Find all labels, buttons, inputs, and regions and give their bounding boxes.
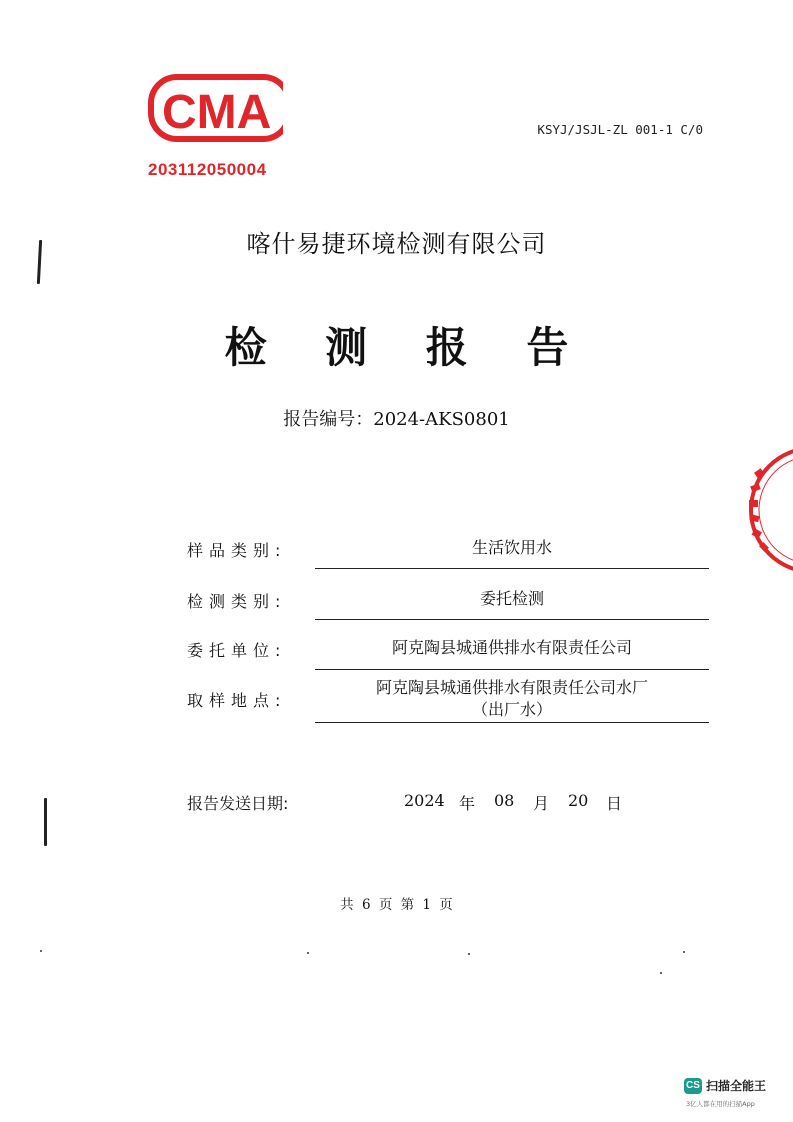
send-date-label: 报告发送日期: bbox=[187, 794, 289, 813]
send-date-year-unit: 年 bbox=[459, 794, 476, 813]
margin-mark bbox=[44, 798, 47, 846]
report-number: 报告编号：2024-AKS0801 bbox=[283, 409, 510, 430]
scan-speck bbox=[40, 950, 42, 952]
company-name: 喀什易捷环境检测有限公司 bbox=[246, 230, 547, 258]
field-underline bbox=[315, 722, 709, 723]
scan-speck bbox=[683, 951, 685, 953]
send-date-month: 08 bbox=[494, 791, 515, 810]
field-underline bbox=[315, 568, 709, 569]
send-date-month-unit: 月 bbox=[533, 794, 550, 813]
red-seal-fragment bbox=[733, 440, 793, 580]
field-value-sample-type: 生活饮用水 bbox=[471, 538, 552, 557]
send-date-day: 20 bbox=[568, 791, 589, 810]
cma-stamp bbox=[148, 73, 298, 145]
field-underline bbox=[315, 669, 709, 670]
stamp-code: 203112050004 bbox=[148, 160, 267, 179]
page-info: 共 6 页 第 1 页 bbox=[340, 897, 453, 913]
field-value-test-type: 委托检测 bbox=[479, 589, 544, 608]
camscanner-logo-icon: CS bbox=[684, 1078, 702, 1094]
cma-stamp-mark: CMA bbox=[162, 86, 272, 139]
field-label-sampling-site: 取样地点: bbox=[187, 691, 287, 710]
field-label-client: 委托单位: bbox=[187, 641, 287, 660]
document-code: KSYJ/JSJL-ZL 001-1 C/0 bbox=[537, 122, 703, 137]
report-title: 检 测 报 告 bbox=[224, 323, 591, 372]
scan-speck bbox=[660, 972, 662, 974]
scan-speck bbox=[307, 952, 309, 954]
field-underline bbox=[315, 619, 709, 620]
field-value-sampling-site-line2: （出厂水） bbox=[471, 700, 552, 719]
camscanner-slogan: 3亿人都在用的扫描App bbox=[686, 1100, 755, 1108]
send-date-day-unit: 日 bbox=[606, 794, 623, 813]
field-label-sample-type: 样品类别: bbox=[187, 541, 287, 560]
field-value-sampling-site-line1: 阿克陶县城通供排水有限责任公司水厂 bbox=[375, 678, 648, 697]
scan-speck bbox=[468, 953, 470, 955]
camscanner-app-name: 扫描全能王 bbox=[706, 1079, 767, 1093]
field-value-client: 阿克陶县城通供排水有限责任公司 bbox=[391, 638, 632, 657]
send-date-year: 2024 bbox=[404, 791, 445, 810]
field-label-test-type: 检测类别: bbox=[187, 592, 287, 611]
camscanner-watermark bbox=[684, 1077, 766, 1094]
